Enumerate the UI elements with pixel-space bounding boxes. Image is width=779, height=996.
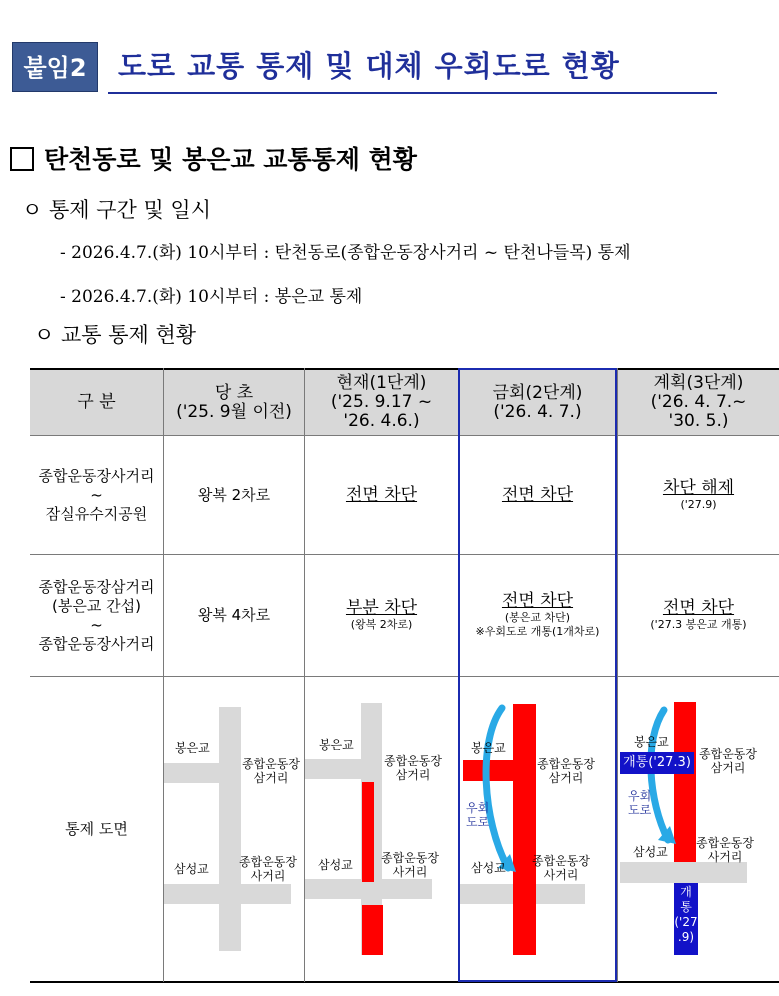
label-samgeori: [380, 754, 446, 782]
header-original: [164, 370, 304, 435]
road-samsung: [305, 879, 432, 899]
row1-stage3: [618, 436, 779, 554]
row2-stage3: [618, 555, 779, 676]
label-sageori-l2: 사거리: [392, 865, 428, 879]
header-stage3-l3: '30. 5.): [668, 411, 729, 431]
tancheon-open-l3: ('27: [674, 915, 698, 929]
tancheon-open-badge: [674, 883, 698, 955]
label-sageori: [235, 855, 301, 883]
row1-stage1-value: 전면 차단: [345, 484, 418, 505]
subtitle-control-period: ㅇ 통제 구간 및 일시: [22, 198, 211, 222]
label-samgeori-l1: 종합운동장: [699, 747, 757, 761]
row2-original: [164, 555, 304, 676]
road-bongeun: [305, 759, 365, 779]
label-bongeun: 봉은교: [471, 741, 506, 755]
label-sageori-l1: 종합운동장: [381, 851, 439, 865]
row2-stage3-note: ('27.3 봉은교 개통): [650, 618, 747, 631]
closed-section-upper: [362, 782, 374, 882]
label-samsung: 삼성교: [633, 845, 668, 859]
row2-stage1-value: 부분 차단: [345, 598, 418, 618]
label-sageori: [377, 851, 443, 879]
label-detour-l1: 우회: [628, 789, 652, 803]
row1-label: [30, 436, 163, 554]
row2-original-value: 왕복 4차로: [197, 606, 271, 624]
label-samsung: 삼성교: [471, 861, 506, 875]
header-category-label: 구 분: [77, 392, 116, 412]
label-samgeori-l1: 종합운동장: [384, 754, 442, 768]
header-stage1-l2: ('25. 9.17 ~: [330, 392, 433, 412]
header-category: [30, 370, 163, 435]
label-bongeun: 봉은교: [175, 741, 210, 755]
row1-label-l3: 잠실유수지공원: [45, 504, 148, 523]
row1-stage1: [305, 436, 458, 554]
label-bongeun: 봉은교: [634, 735, 669, 749]
row2-stage2-note1: (봉은교 차단): [504, 611, 571, 624]
label-samgeori-l2: 삼거리: [548, 771, 584, 785]
row2-stage2-note2: ※우회도로 개통(1개차로): [475, 625, 600, 638]
label-detour-l2: 도로: [466, 815, 490, 829]
label-sageori-l2: 사거리: [250, 869, 286, 883]
row1-stage3-value: 차단 해제: [662, 477, 735, 498]
row1-original-value: 왕복 2차로: [197, 485, 271, 504]
label-samgeori-l2: 삼거리: [395, 768, 431, 782]
title-underline: [108, 92, 717, 94]
header-stage1-l3: '26. 4.6.): [343, 411, 420, 431]
label-samgeori-l1: 종합운동장: [242, 757, 300, 771]
row2-label-l4: 종합운동장사거리: [38, 634, 155, 653]
row1-original: [164, 436, 304, 554]
header-stage3-l2: ('26. 4. 7.~: [650, 392, 747, 412]
row3-label-text: 통제 도면: [65, 819, 128, 838]
label-samgeori-l2: 삼거리: [253, 771, 289, 785]
label-samgeori-l1: 종합운동장: [537, 757, 595, 771]
row1-stage2-value: 전면 차단: [501, 484, 574, 505]
header-stage1: [305, 370, 458, 435]
label-bongeun: 봉은교: [319, 738, 354, 752]
road-bongeun: [164, 763, 224, 783]
label-sageori-l1: 종합운동장: [532, 854, 590, 868]
attachment-badge: 붙임2: [12, 42, 98, 92]
detour-arrow-icon: [620, 700, 690, 860]
tancheon-open-l4: .9): [677, 930, 695, 944]
header-stage2-l1: 금회(2단계): [492, 382, 583, 403]
row1-label-l1: 종합운동장사거리: [38, 466, 155, 485]
tancheon-open-l1: 개: [680, 885, 692, 899]
row1-label-l2: ~: [90, 485, 103, 504]
header-original-l1: 당 초: [214, 382, 254, 403]
header-stage1-l1: 현재(1단계): [336, 373, 427, 393]
tancheon-open-l2: 통: [680, 900, 692, 914]
label-samgeori: [238, 757, 304, 785]
label-detour-l1: 우회: [466, 801, 490, 815]
current-stage-highlight: [458, 368, 617, 982]
closed-section-lower: [362, 905, 383, 955]
bullet-tancheon-closure: - 2026.4.7.(화) 10시부터 : 탄천동로(종합운동장사거리 ~ 탄천나들목) 통제: [60, 243, 631, 263]
row2-label: [30, 555, 163, 676]
label-sageori-l2: 사거리: [707, 850, 743, 864]
row3-label: [30, 677, 163, 981]
header-stage3: [618, 370, 779, 435]
row2-label-l3: ~: [90, 615, 103, 634]
label-sageori-l2: 사거리: [543, 868, 579, 882]
label-samsung: 삼성교: [174, 862, 209, 876]
row1-stage3-note: ('27.9): [680, 497, 717, 511]
bullet-bongeun-closure: - 2026.4.7.(화) 10시부터 : 봉은교 통제: [60, 287, 363, 307]
row2-stage2-value: 전면 차단: [501, 591, 574, 611]
road-samsung: [164, 884, 291, 904]
section-checkbox-icon: [10, 147, 34, 171]
road-tancheon: [219, 707, 241, 951]
subtitle-control-status: ㅇ 교통 통제 현황: [34, 323, 197, 347]
header-stage3-l1: 계획(3단계): [653, 373, 744, 393]
row2-label-l2: (봉은교 간섭): [52, 596, 141, 615]
header-stage2-l2: ('26. 4. 7.): [493, 401, 582, 422]
header-original-l2: ('25. 9월 이전): [176, 401, 292, 422]
label-sageori-l1: 종합운동장: [239, 855, 297, 869]
row2-stage1-note: (왕복 2차로): [350, 618, 413, 631]
label-samgeori: [695, 747, 761, 775]
page-title: 도로 교통 통제 및 대체 우회도로 현황: [118, 49, 620, 83]
table-bottom-rule: [30, 981, 779, 983]
row2-label-l1: 종합운동장삼거리: [38, 577, 155, 596]
label-detour-l2: 도로: [628, 803, 652, 817]
label-sageori-l1: 종합운동장: [696, 836, 754, 850]
label-samsung: 삼성교: [318, 858, 353, 872]
label-detour: [628, 789, 651, 817]
label-samgeori-l2: 삼거리: [710, 761, 746, 775]
row2-stage1: [305, 555, 458, 676]
label-sageori: [692, 836, 758, 864]
road-samsung: [620, 862, 747, 883]
row2-stage3-value: 전면 차단: [662, 598, 735, 618]
bongeun-open-badge: 개통('27.3): [620, 752, 694, 774]
section-title: 탄천동로 및 봉은교 교통통제 현황: [44, 145, 417, 174]
